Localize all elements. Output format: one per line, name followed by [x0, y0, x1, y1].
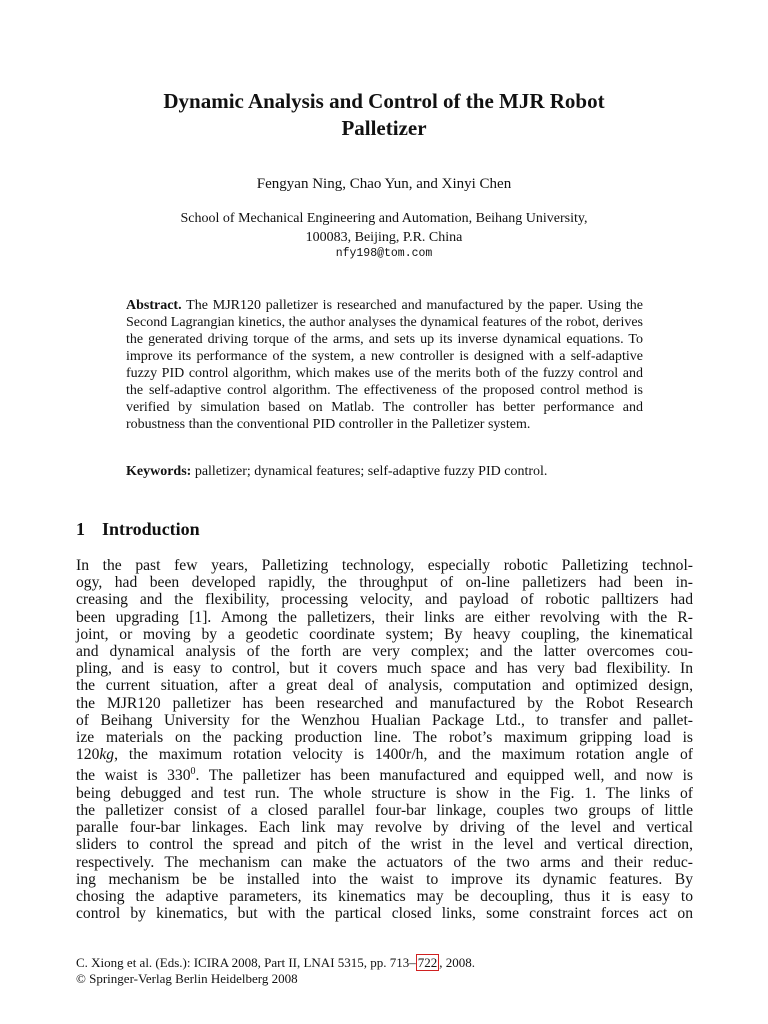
section-number: 1 [76, 519, 85, 539]
footer-copyright: © Springer-Verlag Berlin Heidelberg 2008 [76, 971, 298, 986]
gripping-load-unit: kg [99, 746, 115, 764]
footer-year: , 2008. [439, 955, 476, 970]
body-line: ogy, had been developed rapidly, the throughput of on-line palletizers had been in- [76, 574, 693, 592]
body-line: the current situation, after a great deal of analysis, computation and optimized design, [76, 677, 693, 695]
body-line: creasing and the flexibility, processing velocity, and payload of robotic palltizers had [76, 591, 693, 609]
body-line [76, 746, 693, 763]
abstract [126, 297, 643, 433]
body-line: respectively. The mechanism can make the actuators of the two arms and their reduc- [76, 853, 693, 871]
body-line: being debugged and test run. The whole structure is show in the Fig. 1. The links of [76, 784, 693, 802]
authors: Fengyan Ning, Chao Yun, and Xinyi Chen [256, 176, 512, 192]
body-line: sliders to control the spread and pitch of the wrist in the level and vertical direction, [76, 836, 693, 854]
title-line-1: Dynamic Analysis and Control of the MJR Robot [163, 89, 605, 113]
body-line-13-start: the waist is 330 [76, 767, 191, 785]
body-line: of Beihang University for the Wenzhou Hualian Package Ltd., to transfer and pallet- [76, 711, 693, 729]
keywords-label: Keywords: [126, 464, 192, 479]
title-line-2: Palletizer [341, 116, 427, 140]
introduction-body [76, 557, 693, 922]
body-line: pling, and is easy to control, but it covers much space and has very bad flexibility. In [76, 660, 693, 678]
body-line: paralle four-bar linkages. Each link may revolve by driving of the level and vertical [76, 819, 693, 837]
abstract-text: The MJR120 palletizer is researched and manufactured by the paper. Using the Second Lagrangian kinetics, the author analyses the dynamical features of the robot, derives the generated driving torque of the arms, and sets up its inverse dynamical equations. To improve its performance of the system, a new controller is designed with a self-adaptive fuzzy PID control algorithm, which makes use of the merits both of the fuzzy control and the self-adaptive control algorithm. The effectiveness of the proposed control method is verified by simulation based on Matlab. The controller has better performance and robustness than the conventional PID controller in the Palletizer system. [126, 298, 643, 432]
gripping-load-value: 120 [76, 746, 100, 764]
degree-superscript: 0 [190, 766, 196, 778]
affiliation [120, 209, 648, 247]
body-line: chosing the adaptive parameters, its kinematics may be decoupling, thus it is easy to [76, 888, 693, 906]
body-line: In the past few years, Palletizing technology, especially robotic Palletizing technol- [76, 557, 693, 574]
affiliation-line-1: School of Mechanical Engineering and Automation, Beihang University, [180, 211, 588, 226]
body-line: the palletizer consist of a closed parallel four-bar linkage, couples two groups of little [76, 802, 693, 820]
body-line: control by kinematics, but with the partical closed links, some constraint forces act on [76, 905, 693, 923]
paper-title [80, 88, 688, 142]
abstract-label: Abstract. [126, 298, 182, 313]
body-line [76, 763, 693, 784]
body-line-12-text: , the maximum rotation velocity is 1400r/h, and the maximum rotation angle of [114, 746, 693, 764]
body-line: ing mechanism be be installed into the waist to improve its dynamic features. By [76, 870, 693, 888]
footer-line-1 [76, 955, 475, 971]
footer-citation-text: C. Xiong et al. (Eds.): ICIRA 2008, Part II, LNAI 5315, pp. 713– [76, 955, 416, 970]
body-line: and dynamical analysis of the forth are very complex; and the latter overcomes cou- [76, 643, 693, 661]
body-line: joint, or moving by a geodetic coordinate system; By heavy coupling, the kinematical [76, 625, 693, 643]
author-email: nfy198@tom.com [335, 247, 433, 260]
page-link[interactable]: 722 [417, 955, 438, 970]
body-line-13-end: . The palletizer has been manufactured and equipped well, and now is [195, 767, 693, 785]
body-line: the MJR120 palletizer has been researched and manufactured by the Robot Research [76, 694, 693, 712]
body-line: ize materials on the packing production line. The robot’s maximum gripping load is [76, 729, 693, 747]
body-line: been upgrading [1]. Among the palletizers, their links are either revolving with the R- [76, 608, 693, 626]
keywords-text: palletizer; dynamical features; self-adaptive fuzzy PID control. [194, 464, 548, 479]
section-heading [76, 518, 200, 540]
section-title: Introduction [102, 519, 200, 539]
affiliation-line-2: 100083, Beijing, P.R. China [305, 230, 463, 245]
keywords [126, 463, 643, 480]
footer-citation [76, 955, 475, 987]
